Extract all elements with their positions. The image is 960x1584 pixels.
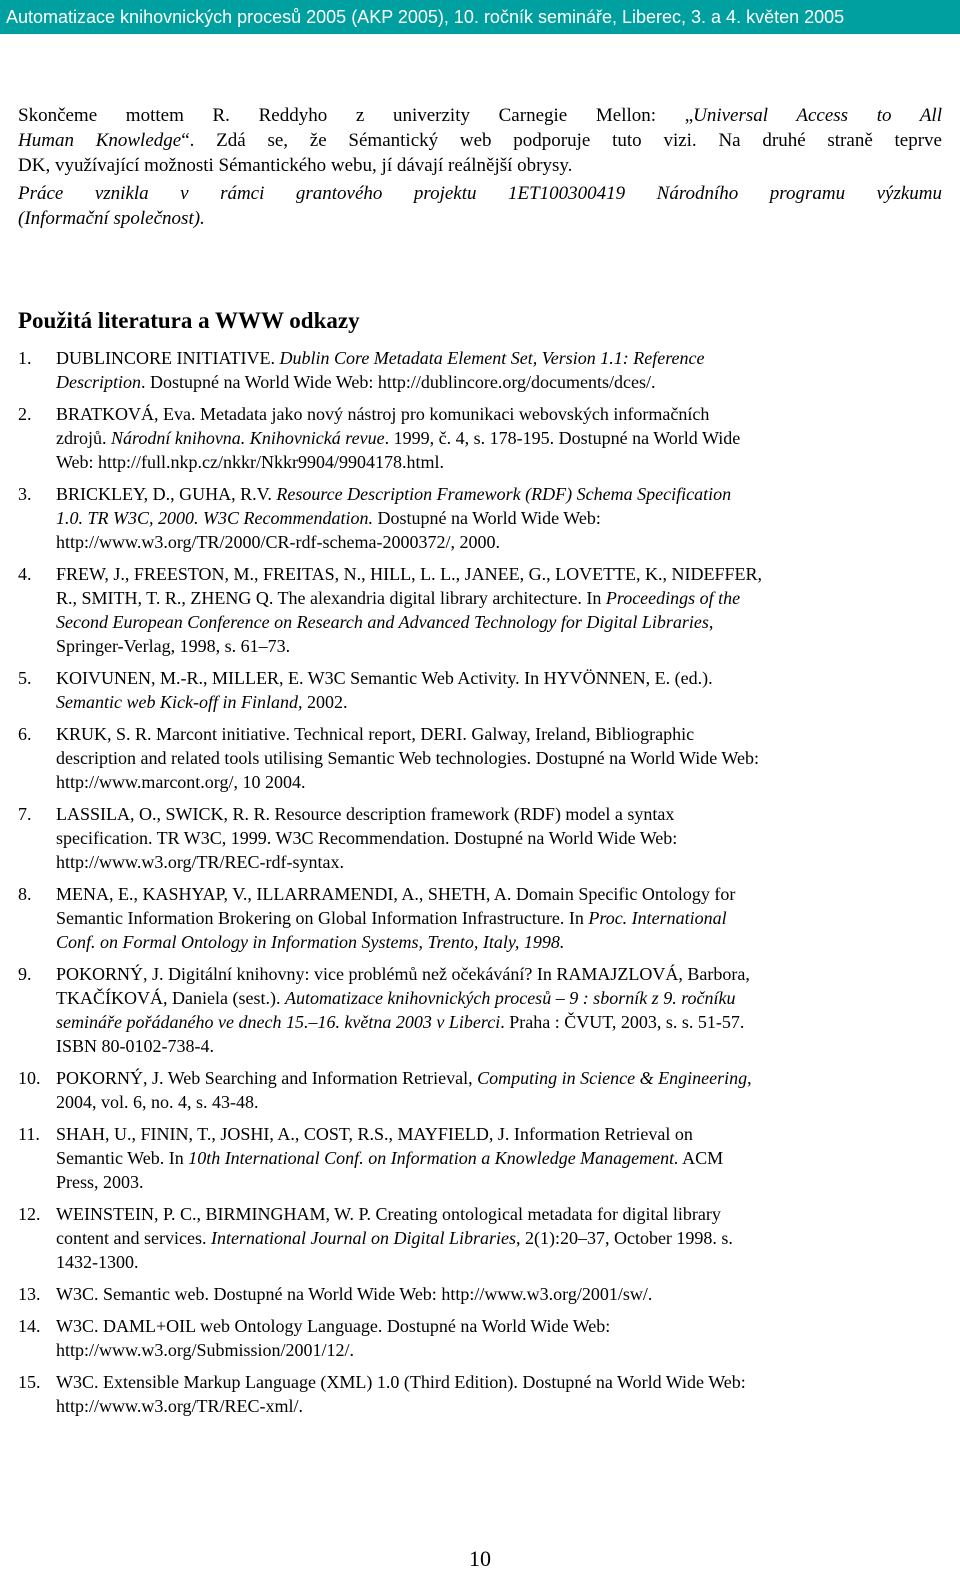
reference-item: 5. KOIVUNEN, M.-R., MILLER, E. W3C Semantic Web Activity. In HYVÖNNEN, E. (ed.). Semantic web Kick-off in Finland, 2002. [18,668,713,712]
project-note-line: (Informační společnost). [18,208,205,229]
project-note [18,181,942,231]
reference-number: 1. [18,348,32,368]
reference-number: 12. [18,1204,41,1224]
reference-item: 4. FREW, J., FREESTON, M., FREITAS, N., HILL, L. L., JANEE, G., LOVETTE, K., NIDEFFER, R., SMITH, T. R., ZHENG Q. The alexandria digital library architecture. In Proceedings of the Second European Conference on Research and Advanced Technology for Digital Libraries, Springer-Verlag, 1998, s. 61–73. [18,564,763,656]
reference-number: 14. [18,1316,41,1336]
reference-number: 10. [18,1068,41,1088]
project-note-line: Práce vznikla v rámci grantového projektu 1ET100300419 Národního programu výzkumu [18,183,942,204]
reference-item: 7. LASSILA, O., SWICK, R. R. Resource description framework (RDF) model a syntax specification. TR W3C, 1999. W3C Recommendation. Dostupné na World Wide Web: http://www.w3.org/TR/REC-rdf-syntax. [18,804,678,872]
reference-number: 7. [18,804,32,824]
reference-item: 14. W3C. DAML+OIL web Ontology Language. Dostupné na World Wide Web: http://www.w3.org/Submission/2001/12/. [18,1316,611,1360]
reference-number: 4. [18,564,32,584]
reference-number: 11. [18,1124,40,1144]
reference-number: 6. [18,724,32,744]
reference-list [18,346,942,1426]
reference-item: 3. BRICKLEY, D., GUHA, R.V. Resource Description Framework (RDF) Schema Specification 1.0. TR W3C, 2000. W3C Recommendation. Dostupné na World Wide Web: http://www.w3.org/TR/2000/CR-rdf-schema-2000372/, 2000. [18,484,732,552]
reference-item: 9. POKORNÝ, J. Digitální knihovny: vice problémů než očekávání? In RAMAJZLOVÁ, Barbora, TKAČÍKOVÁ, Daniela (sest.). Automatizace knihovnických procesů – 9 : sborník z 9. ročníku semináře pořádaného ve dnech 15.–16. května 2003 v Liberci. Praha : ČVUT, 2003, s. s. 51-57. ISBN 80-0102-738-4. [18,964,750,1056]
header-banner-text: Automatizace knihovnických procesů 2005 (AKP 2005), 10. ročník semináře, Liberec, 3. a 4. květen 2005 [6,7,845,27]
reference-number: 8. [18,884,32,904]
reference-item: 6. KRUK, S. R. Marcont initiative. Technical report, DERI. Galway, Ireland, Bibliographic description and related tools utilising Semantic Web technologies. Dostupné na World Wide Web: http://www.marcont.org/, 10 2004. [18,724,759,792]
intro-line: DK, využívající možnosti Sémantického webu, jí dávají reálnější obrysy. [18,155,573,176]
reference-number: 2. [18,404,32,424]
reference-item: 10. POKORNÝ, J. Web Searching and Information Retrieval, Computing in Science & Engineering, 2004, vol. 6, no. 4, s. 43-48. [18,1068,752,1112]
reference-item: 8. MENA, E., KASHYAP, V., ILLARRAMENDI, A., SHETH, A. Domain Specific Ontology for Semantic Information Brokering on Global Information Infrastructure. In Proc. International Conf. on Formal Ontology in Information Systems, Trento, Italy, 1998. [18,884,736,952]
intro-line: Skončeme mottem R. Reddyho z univerzity Carnegie Mellon: „Universal Access to All [18,105,942,126]
reference-item: 12. WEINSTEIN, P. C., BIRMINGHAM, W. P. Creating ontological metadata for digital library content and services. International Journal on Digital Libraries, 2(1):20–37, October 1998. s. 1432-1300. [18,1204,733,1272]
page-number: 10 [469,1546,491,1571]
reference-item: 15. W3C. Extensible Markup Language (XML) 1.0 (Third Edition). Dostupné na World Wide Web: http://www.w3.org/TR/REC-xml/. [18,1372,746,1416]
reference-number: 5. [18,668,32,688]
reference-item: 1. DUBLINCORE INITIATIVE. Dublin Core Metadata Element Set, Version 1.1: Reference Description. Dostupné na World Wide Web: http://dublincore.org/documents/dces/. [18,348,705,392]
reference-item: 2. BRATKOVÁ, Eva. Metadata jako nový nástroj pro komunikaci webovských informačních zdrojů. Národní knihovna. Knihovnická revue. 1999, č. 4, s. 178-195. Dostupné na World Wide Web: http://full.nkp.cz/nkkr/Nkkr9904/9904178.html. [18,404,741,472]
reference-item: 13. W3C. Semantic web. Dostupné na World Wide Web: http://www.w3.org/2001/sw/. [18,1284,653,1304]
reference-number: 13. [18,1284,41,1304]
reference-number: 15. [18,1372,41,1392]
intro-paragraph [18,103,942,178]
intro-line: Human Knowledge“. Zdá se, že Sémantický web podporuje tuto vizi. Na druhé straně teprve [18,130,942,151]
reference-number: 9. [18,964,32,984]
reference-number: 3. [18,484,32,504]
header-banner [0,0,960,34]
reference-item: 11. SHAH, U., FININ, T., JOSHI, A., COST, R.S., MAYFIELD, J. Information Retrieval on Semantic Web. In 10th International Conf. on Information a Knowledge Management. ACM Press, 2003. [18,1124,724,1192]
section-heading: Použitá literatura a WWW odkazy [18,308,360,333]
